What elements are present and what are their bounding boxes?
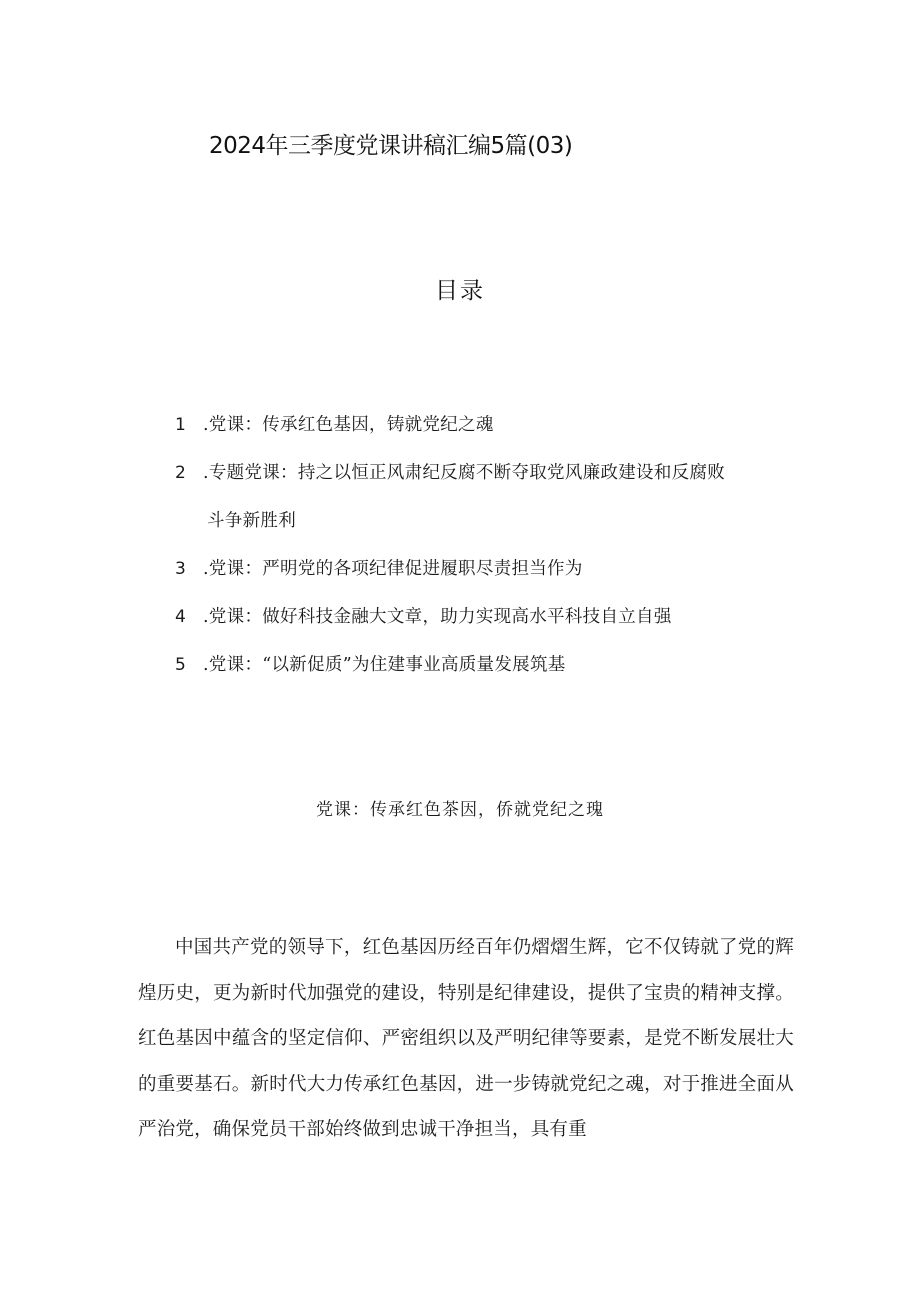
toc-item-text: .党课：严明党的各项纪律促进履职尽责担当作为: [203, 559, 583, 579]
toc-item-number: 3: [175, 559, 186, 579]
toc-heading: 目录: [435, 278, 485, 304]
toc-item-4: [175, 602, 815, 632]
toc-item-text: .党课：“以新促质”为住建事业高质量发展筑基: [203, 655, 566, 675]
document-title: 2024年三季度党课讲稿汇编5篇(03): [209, 133, 573, 159]
toc-item-number: 4: [175, 607, 186, 627]
body-text: [138, 925, 794, 1153]
toc-item-text-block: [203, 458, 815, 536]
toc-item-text: .党课：做好科技金融大文章，助力实现高水平科技自立自强: [203, 607, 672, 627]
body-paragraph: 中国共产党的领导下，红色基因历经百年仍熠熠生辉，它不仅铸就了党的辉煌历史，更为新时代加强党的建设，特别是纪律建设，提供了宝贵的精神支撑。红色基因中蕴含的坚定信仰、严密组织以及严明纪律等要素，是党不断发展壮大的重要基石。新时代大力传承红色基因，进一步铸就党纪之魂，对于推进全面从严治党，确保党员干部始终做到忠诚干净担当，具有重: [138, 937, 794, 1140]
toc-item-number: 1: [175, 415, 186, 435]
table-of-contents: [175, 410, 815, 698]
toc-item-text: .专题党课：持之以恒正风肃纪反腐不断夺取党风廉政建设和反腐败: [203, 463, 726, 483]
toc-item-text: .党课：传承红色基因，铸就党纪之魂: [203, 415, 494, 435]
toc-item-text-continued: 斗争新胜利: [207, 511, 296, 531]
toc-item-1: [175, 410, 815, 440]
toc-item-number: 5: [175, 655, 186, 675]
toc-item-2: [175, 458, 815, 536]
toc-item-number: 2: [175, 463, 186, 483]
toc-item-3: [175, 554, 815, 584]
section-title: 党课：传承红色茶因，侨就党纪之瑰: [316, 800, 604, 820]
toc-item-5: [175, 650, 815, 680]
